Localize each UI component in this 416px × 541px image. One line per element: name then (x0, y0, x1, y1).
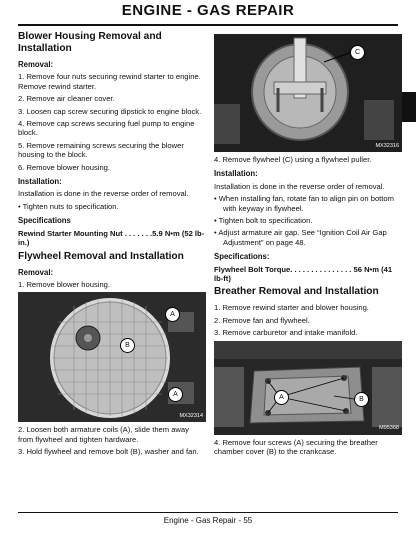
step: 6. Remove blower housing. (18, 162, 111, 172)
photo-breather-cover (214, 341, 402, 435)
page-footer: Engine - Gas Repair - 55 (163, 516, 253, 525)
callout-a-bottom: A (168, 387, 183, 402)
installation-heading: Installation: (214, 169, 258, 179)
installation-heading: Installation: (18, 177, 62, 187)
removal-heading: Removal: (18, 60, 54, 69)
removal-heading: Removal: (18, 267, 54, 277)
photo-caption: MX32314 (179, 412, 203, 421)
header-divider (18, 24, 398, 26)
page-header: ENGINE - GAS REPAIR (121, 2, 295, 19)
photo-caption: MX32316 (375, 142, 399, 149)
breather-cover-illustration (214, 341, 402, 435)
photo-flywheel-puller (214, 34, 402, 152)
installation-bullet: • Tighten nuts to specification. (18, 201, 119, 211)
spec-line: Flywheel Bolt Torque. . . . . . . . . . . . . . . 56 N•m (41 lb-ft) (214, 264, 393, 284)
step: 2. Remove air cleaner cover. (18, 94, 115, 104)
step: 1. Remove blower housing. (18, 279, 111, 289)
step: 4. Remove cap screws securing fuel pump to engine block. (18, 119, 195, 138)
callout-a-top: A (165, 307, 180, 322)
specifications-heading: Specifications: (214, 252, 270, 262)
step: 2. Remove fan and flywheel. (214, 315, 310, 325)
installation-bullet: • When installing fan, rotate fan to align pin on bottom with keyway in flywheel. (214, 194, 394, 213)
step: 4. Remove flywheel (C) using a flywheel puller. (214, 155, 372, 164)
section-title-blower-housing: Blower Housing Removal and Installation (18, 31, 162, 54)
left-column (18, 28, 206, 460)
installation-text: Installation is done in the reverse order of removal. (214, 181, 385, 191)
flywheel-puller-illustration (214, 34, 402, 152)
installation-text: Installation is done in the reverse order of removal. (18, 189, 189, 199)
step: 2. Loosen both armature coils (A), slide them away from flywheel and tighten hardware. (18, 425, 189, 444)
section-title-breather: Breather Removal and Installation (214, 286, 379, 298)
step: 1. Remove four nuts securing rewind starter to engine. Remove rewind starter. (18, 72, 201, 91)
section-title-flywheel: Flywheel Removal and Installation (18, 250, 184, 262)
footer-divider (18, 512, 398, 513)
callout-a: A (274, 390, 289, 405)
spec-line: Rewind Starter Mounting Nut . . . . . . .5.9 N•m (52 lb-in.) (18, 228, 205, 248)
step: 4. Remove four screws (A) securing the breather chamber cover (B) to the crankcase. (214, 437, 378, 457)
section-tab-marker (402, 92, 416, 122)
step: 3. Hold flywheel and remove bolt (B), washer and fan. (18, 447, 199, 457)
step: 1. Remove rewind starter and blower housing. (214, 303, 369, 313)
photo-caption: M95368 (379, 425, 399, 432)
right-column (214, 28, 402, 460)
step: 5. Remove remaining screws securing the blower housing to the block. (18, 140, 184, 160)
specifications-heading: Specifications (18, 216, 71, 226)
photo-flywheel-fan (18, 292, 206, 422)
installation-bullet: • Tighten bolt to specification. (214, 216, 313, 226)
callout-b: B (354, 392, 369, 407)
step: 3. Remove carburetor and intake manifold. (214, 328, 358, 338)
step: 3. Loosen cap screw securing dipstick to engine block. (18, 106, 202, 116)
installation-bullet: • Adjust armature air gap. See “Ignition Coil Air Gap Adjustment” on page 48. (214, 228, 387, 247)
callout-c: C (350, 45, 365, 60)
callout-b: B (120, 338, 135, 353)
